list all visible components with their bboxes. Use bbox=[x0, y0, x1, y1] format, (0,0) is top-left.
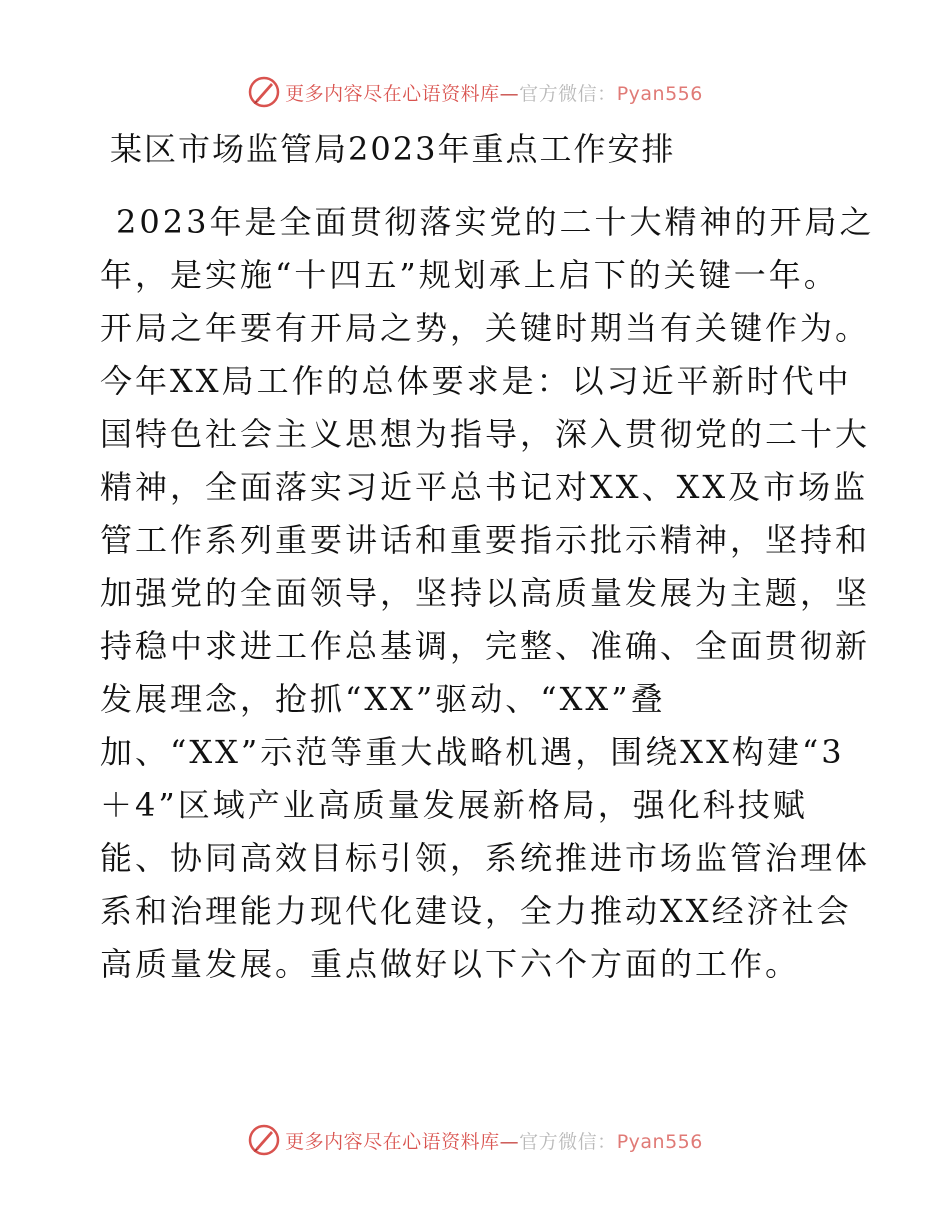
body-line: 加强党的全面领导，坚持以高质量发展为主题，坚 bbox=[100, 574, 871, 612]
watermark-label: 官方微信： bbox=[519, 1130, 617, 1153]
document-title: 某区市场监管局2023年重点工作安排 bbox=[110, 130, 676, 168]
feather-pen-logo-icon bbox=[247, 75, 281, 109]
watermark-dash: — bbox=[499, 82, 520, 105]
body-line: 持稳中求进工作总基调，完整、准确、全面贯彻新 bbox=[100, 627, 871, 665]
body-line: 2023年是全面贯彻落实党的二十大精神的开局之 bbox=[116, 203, 875, 241]
watermark-banner-top bbox=[0, 72, 950, 112]
feather-pen-logo-icon bbox=[247, 1123, 281, 1157]
body-line: 能、协同高效目标引领，系统推进市场监管治理体 bbox=[100, 839, 871, 877]
body-line: 管工作系列重要讲话和重要指示批示精神，坚持和 bbox=[100, 521, 871, 559]
body-line: 精神，全面落实习近平总书记对XX、XX及市场监 bbox=[100, 468, 869, 506]
body-line: 国特色社会主义思想为指导，深入贯彻党的二十大 bbox=[100, 415, 871, 453]
body-line: 年，是实施“十四五”规划承上启下的关键一年。 bbox=[100, 256, 839, 294]
watermark-dash: — bbox=[499, 1130, 520, 1153]
watermark-label: 官方微信： bbox=[519, 82, 617, 105]
body-line: 发展理念，抢抓“XX”驱动、“XX”叠 bbox=[100, 680, 666, 718]
body-line: 今年XX局工作的总体要求是：以习近平新时代中 bbox=[100, 362, 852, 400]
watermark-text bbox=[285, 1127, 703, 1154]
watermark-text bbox=[285, 79, 703, 106]
body-line: 系和治理能力现代化建设，全力推动XX经济社会 bbox=[100, 892, 852, 930]
watermark-handle: Pyan556 bbox=[616, 1130, 703, 1153]
watermark-site-text: 更多内容尽在心语资料库 bbox=[285, 82, 500, 105]
watermark-banner-bottom bbox=[0, 1120, 950, 1160]
body-line: ＋4”区域产业高质量发展新格局，强化科技赋 bbox=[100, 786, 808, 824]
body-line: 加、“XX”示范等重大战略机遇，围绕XX构建“3 bbox=[100, 733, 845, 771]
watermark-site-text: 更多内容尽在心语资料库 bbox=[285, 1130, 500, 1153]
body-line: 开局之年要有开局之势，关键时期当有关键作为。 bbox=[100, 309, 871, 347]
body-line: 高质量发展。重点做好以下六个方面的工作。 bbox=[100, 945, 801, 983]
watermark-handle: Pyan556 bbox=[616, 82, 703, 105]
document-body bbox=[100, 196, 875, 991]
